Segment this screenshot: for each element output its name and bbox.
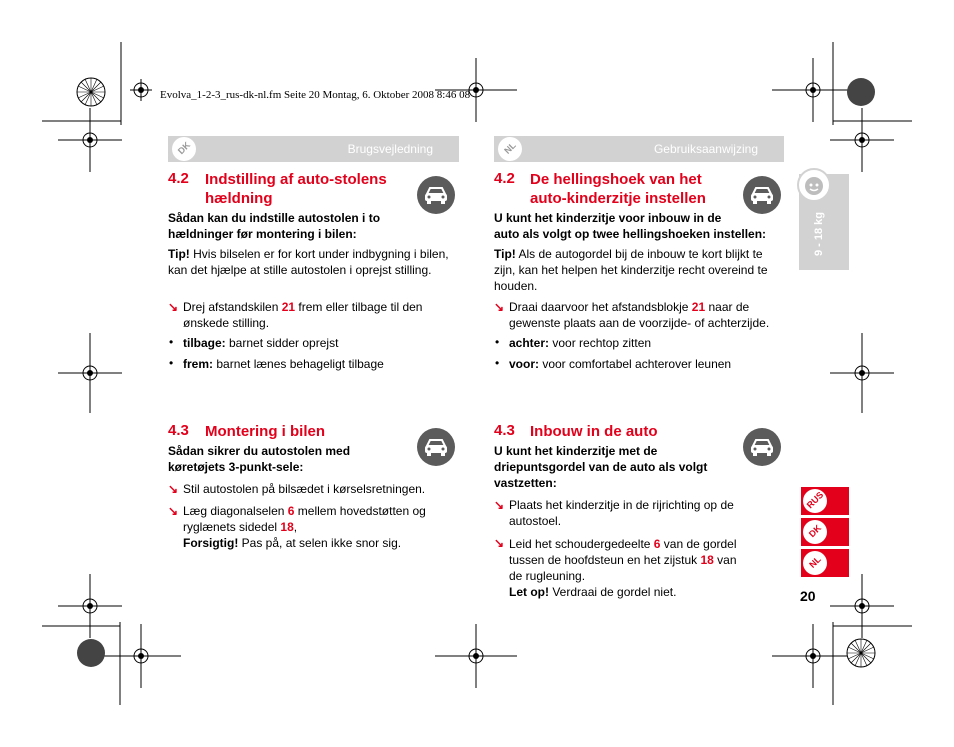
arrow-icon: ↘ [168, 482, 179, 496]
nl-section-42-step: Draai daarvoor het afstandsblokje 21 naar de gewenste plaats aan de voorzijde- of achterzijde. [509, 300, 770, 330]
dk-section-43-step-2: Læg diagonalselen 6 mellem hovedstøtten og ryglænets sidedel 18, Forsigtig! Pas på, at selen ikke snor sig. [183, 504, 426, 550]
language-flag-nl[interactable]: NL [801, 549, 849, 577]
dk-section-43-number: 4.3 [168, 422, 189, 439]
dk-language-badge: DK [172, 137, 196, 161]
car-front-icon [417, 176, 455, 214]
nl-section-42-tip: Tip! Als de autogordel bij de inbouw te kort blijkt te zijn, kan het helpen het kinderzitje recht overeind te houden. [494, 247, 768, 293]
nl-band-title: Gebruiksaanwijzing [653, 142, 758, 156]
dk-header-band [168, 136, 459, 162]
dk-section-43-title: Montering i bilen [205, 423, 325, 440]
dk-section-42-number: 4.2 [168, 170, 189, 187]
child-face-icon [797, 168, 831, 202]
dk-section-42-intro: Sådan kan du indstille autostolen i to hældninger før montering i bilen: [168, 211, 381, 241]
arrow-icon: ↘ [168, 504, 179, 518]
arrow-icon: ↘ [494, 300, 505, 314]
nl-section-43-intro: U kunt het kinderzitje met de driepuntsgordel van de auto als volgt vastzetten: [494, 444, 708, 490]
bullet-icon: • [495, 356, 500, 370]
nl-section-42-number: 4.2 [494, 170, 515, 187]
arrow-icon: ↘ [168, 300, 179, 314]
nl-language-badge: NL [498, 137, 522, 161]
dk-section-42-tip: Tip! Hvis bilselen er for kort under indbygning i bilen, kan det hjælpe at stille autostolen i oprejst stilling. [168, 247, 449, 277]
language-flag-rus[interactable]: RUS [801, 487, 849, 515]
nl-header-band [494, 136, 784, 162]
dk-section-43-intro: Sådan sikrer du autostolen med køretøjets 3-punkt-sele: [168, 444, 351, 474]
bullet-icon: • [169, 335, 174, 349]
car-front-icon [743, 428, 781, 466]
car-front-icon [417, 428, 455, 466]
dk-section-42-step: Drej afstandskilen 21 frem eller tilbage til den ønskede stilling. [183, 300, 423, 330]
page-number: 20 [800, 588, 816, 604]
nl-section-43-title: Inbouw in de auto [530, 423, 658, 440]
dk-section-43-step-1: Stil autostolen på bilsædet i kørselsretningen. [183, 482, 426, 496]
dk-section-42-title: Indstilling af auto-stolens hældning [205, 171, 387, 207]
nl-section-42-intro: U kunt het kinderzitje voor inbouw in de auto als volgt op twee hellingshoeken instellen: [494, 211, 767, 241]
weight-group-label: 9 - 18 kg [813, 211, 825, 256]
dk-band-title: Brugsvejledning [347, 142, 433, 156]
bullet-icon: • [495, 335, 500, 349]
nl-section-42-option-back: achter: voor rechtop zitten [509, 336, 652, 350]
dk-section-42-option-back: tilbage: barnet sidder oprejst [183, 336, 339, 350]
nl-section-43-step-1: Plaats het kinderzitje in de rijrichting op de autostoel. [509, 498, 734, 528]
nl-section-42-option-forward: voor: voor comfortabel achterover leunen [509, 357, 732, 371]
language-flag-dk[interactable]: DK [801, 518, 849, 546]
arrow-icon: ↘ [494, 536, 505, 550]
nl-section-42-title: De hellingshoek van het auto-kinderzitje instellen [530, 171, 706, 207]
bullet-icon: • [169, 356, 174, 370]
nl-section-43-number: 4.3 [494, 422, 515, 439]
dk-section-42-option-forward: frem: barnet lænes behageligt tilbage [183, 357, 384, 371]
car-front-icon [743, 176, 781, 214]
arrow-icon: ↘ [494, 498, 505, 512]
file-header-line: Evolva_1-2-3_rus-dk-nl.fm Seite 20 Montag, 6. Oktober 2008 8:46 08 [160, 89, 471, 101]
nl-section-43-step-2: Leid het schoudergedeelte 6 van de gordel tussen de hoofdsteun en het zijstuk 18 van de rugleuning. Let op! Verdraai de gordel niet. [509, 537, 737, 599]
